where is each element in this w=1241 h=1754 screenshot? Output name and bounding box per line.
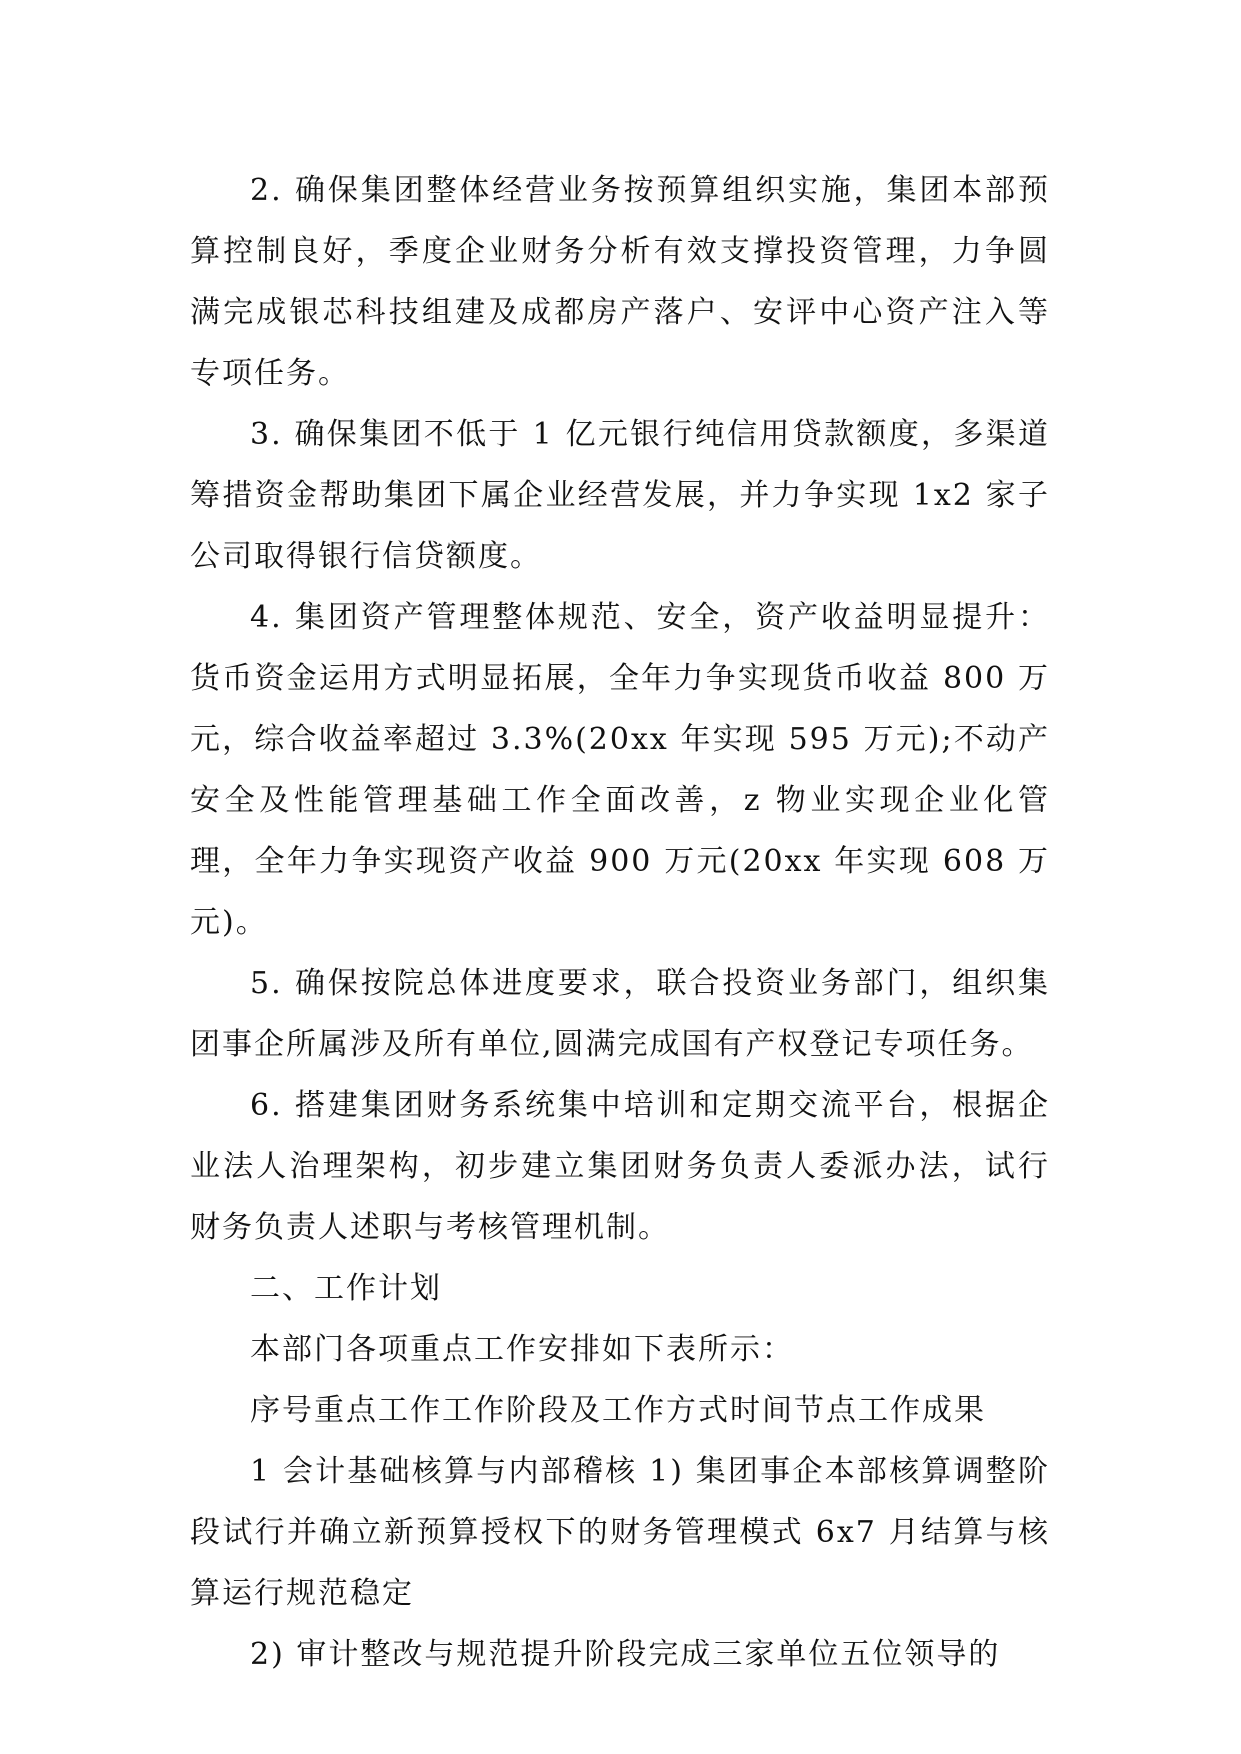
paragraph-asset-management-goal: 4. 集团资产管理整体规范、安全，资产收益明显提升：货币资金运用方式明显拓展，全年力争实现货币收益 800 万元，综合收益率超过 3.3%(20xx 年实现 595 万元);不动产安全及性能管理基础工作全面改善，z 物业实现企业化管理，全年力争实现资产收益 900 万元(20xx 年实现 608 万元)。 — [190, 600, 1050, 940]
table-header-line: 序号重点工作工作阶段及工作方式时间节点工作成果 — [250, 1393, 986, 1428]
paragraph-table-intro: 本部门各项重点工作安排如下表所示： — [250, 1332, 794, 1367]
paragraph-property-registration-goal: 5. 确保按院总体进度要求，联合投资业务部门，组织集团事企所属涉及所有单位,圆满完成国有产权登记专项任务。 — [190, 966, 1050, 1062]
section-heading-work-plan: 二、工作计划 — [250, 1271, 442, 1306]
table-row-audit-rectification: 2) 审计整改与规范提升阶段完成三家单位五位领导的 — [250, 1637, 1001, 1672]
document-body — [190, 160, 1050, 1685]
paragraph-credit-goal: 3. 确保集团不低于 1 亿元银行纯信用贷款额度，多渠道筹措资金帮助集团下属企业经营发展，并力争实现 1x2 家子公司取得银行信贷额度。 — [190, 417, 1050, 574]
table-row-accounting-audit: 1 会计基础核算与内部稽核 1) 集团事企本部核算调整阶段试行并确立新预算授权下的财务管理模式 6x7 月结算与核算运行规范稳定 — [190, 1454, 1050, 1611]
paragraph-budget-goal: 2. 确保集团整体经营业务按预算组织实施，集团本部预算控制良好，季度企业财务分析有效支撑投资管理，力争圆满完成银芯科技组建及成都房产落户、安评中心资产注入等专项任务。 — [190, 173, 1050, 391]
paragraph-training-platform-goal: 6. 搭建集团财务系统集中培训和定期交流平台，根据企业法人治理架构，初步建立集团财务负责人委派办法，试行财务负责人述职与考核管理机制。 — [190, 1088, 1050, 1245]
